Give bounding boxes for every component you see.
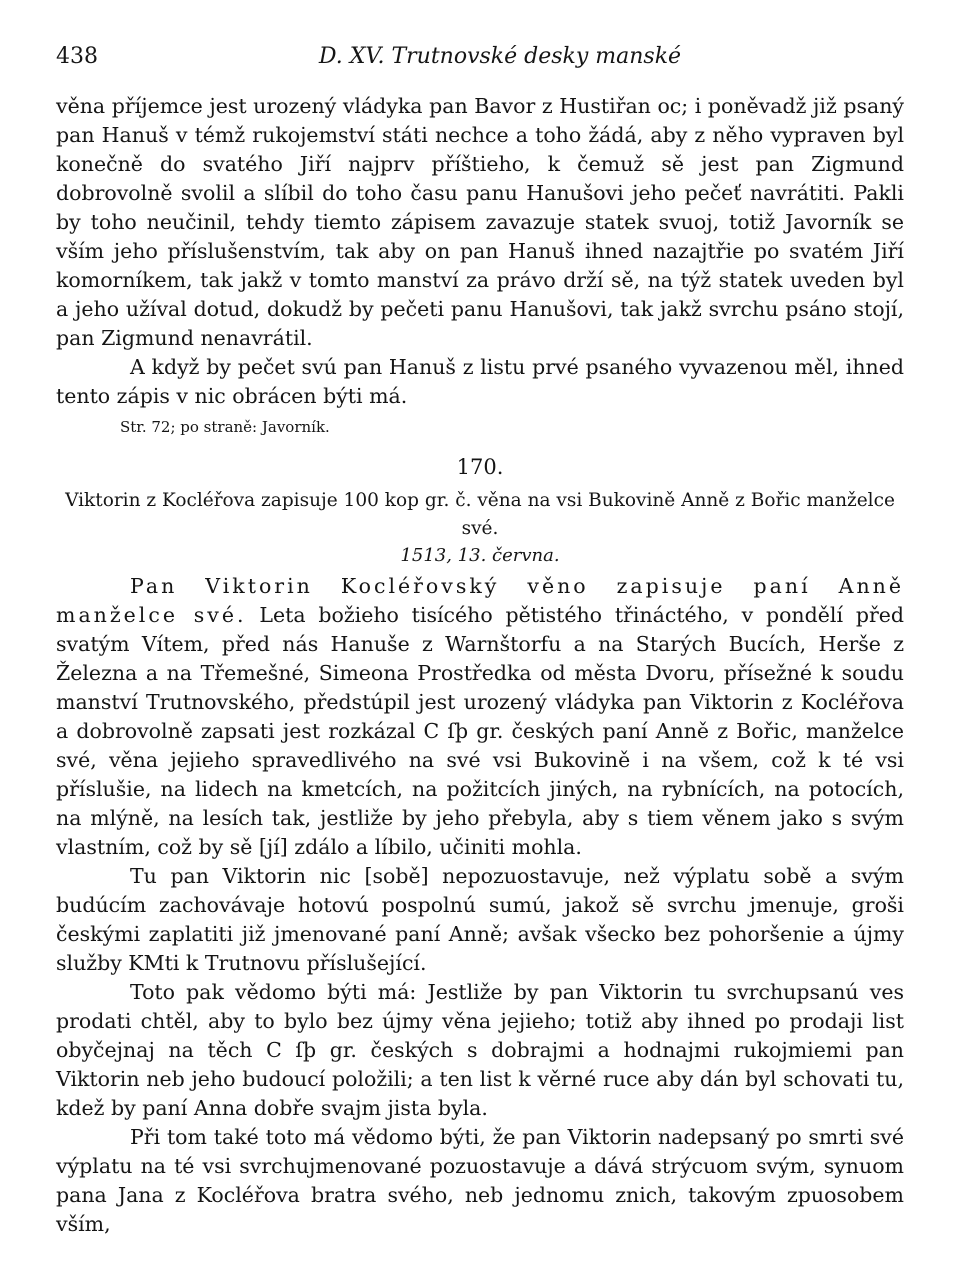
entry-summary: Viktorin z Kocléřova zapisuje 100 kop gr. č. věna na vsi Bukovině Anně z Bořic manželce své. [65, 490, 895, 539]
paragraph-sale-condition: Toto pak vědomo býti má: Jestliže by pan Viktorin tu svrchupsanú ves prodati chtěl, aby to bylo bez újmy věna jejieho; totiž aby ihned po prodaji list obyčejnaj na těch C ſþ gr. českých s dobrajmi a hodnajmi rukojmiemi pan Viktorin neb jeho budoucí položili; a ten list k věrné ruce aby dán byl schovati tu, kdež by paní Anna dobře svajm jista byla. [56, 980, 904, 1120]
entry-number: 170. [456, 455, 504, 479]
source-note: Str. 72; po straně: Javorník. [120, 418, 330, 436]
paragraph-redemption: Tu pan Viktorin nic [sobě] nepozuostavuje, než výplatu sobě a svým budúcím zachovávaje hotovú pospolnú sumú, jakož sě svrchu jmenuje, groši českými zaplatiti již jmenované paní Anně; avšak všecko bez pohoršenie a újmy služby KMti k Trutnovu příslušející. [56, 864, 904, 975]
paragraph-inheritance: Při tom také toto má vědomo býti, že pan Viktorin nadepsaný po smrti své výplatu na té vsi svrchujmenované pozuostavuje a dává strýcuom svým, synuom pana Jana z Kocléřova bratra svého, neb jednomu znich, takovým zpuosobem vším, [56, 1125, 904, 1236]
entry-opening-text: Leta božieho tisícého pětistého třináctého, v pondělí před svatým Vítem, před nás Hanuše z Warnštorfu a na Starých Bucích, Herše z Železna a na Třemešné, Simeona Prostředka od města Dvoru, přísežné k soudu manství Trutnovského, předstúpil jest urozený vládyka pan Viktorin z Kocléřova a dobrovolně zapsati jest rozkázal C ſþ gr. českých paní Anně z Bořic, manželce své, věna jejieho spravedlivého na své vsi Bukovině i na všem, což k té vsi příslušie, na lidech na kmetcích, na požitcích jiných, na rybnících, na potocích, na mlýně, na lesích tak, jestliže by jeho přebyla, aby s tiem věnem jako s svým vlastním, což by sě [jí] zdálo a líbilo, učiniti mohla. [56, 603, 904, 859]
body-text [56, 92, 904, 1239]
paragraph-continuation: věna příjemce jest urozený vládyka pan Bavor z Hustiřan oc; i poněvadž již psaný pan Hanuš v témž rukojemství státi nechce a toho žádá, aby z něho vypraven byl konečně do svatého Jiří najprv příštieho, k čemuž sě jest pan Zigmund dobrovolně svolil a slíbil do toho času panu Hanušovi jeho pečeť navrátiti. Pakli by toho neučinil, tehdy tiemto zápisem zavazuje statek svuoj, totiž Javorník se vším jeho příslušenstvím, tak aby on pan Hanuš ihned nazajtřie po svatém Jiří komorníkem, tak jakž v tomto manství za právo drží sě, na týž statek uveden byl a jeho užíval dotud, dokudž by pečeti panu Hanušovi, tak jakž svrchu psáno stojí, pan Zigmund nenavrátil. [56, 94, 904, 350]
entry-lead-heading: Pan Viktorin Kocléřovský věno zapisuje paní Anně manželce své. [56, 574, 904, 627]
page-number: 438 [56, 44, 98, 69]
entry-date: 1513, 13. června. [400, 545, 560, 566]
running-title: D. XV. Trutnovské desky manské [318, 44, 682, 69]
paragraph-entry-opening [56, 572, 904, 862]
paragraph-seal-clause: A když by pečet svú pan Hanuš z listu prvé psaného vyvazenou měl, ihned tento zápis v nic obrácen býti má. [56, 355, 904, 408]
page-header [56, 44, 904, 80]
